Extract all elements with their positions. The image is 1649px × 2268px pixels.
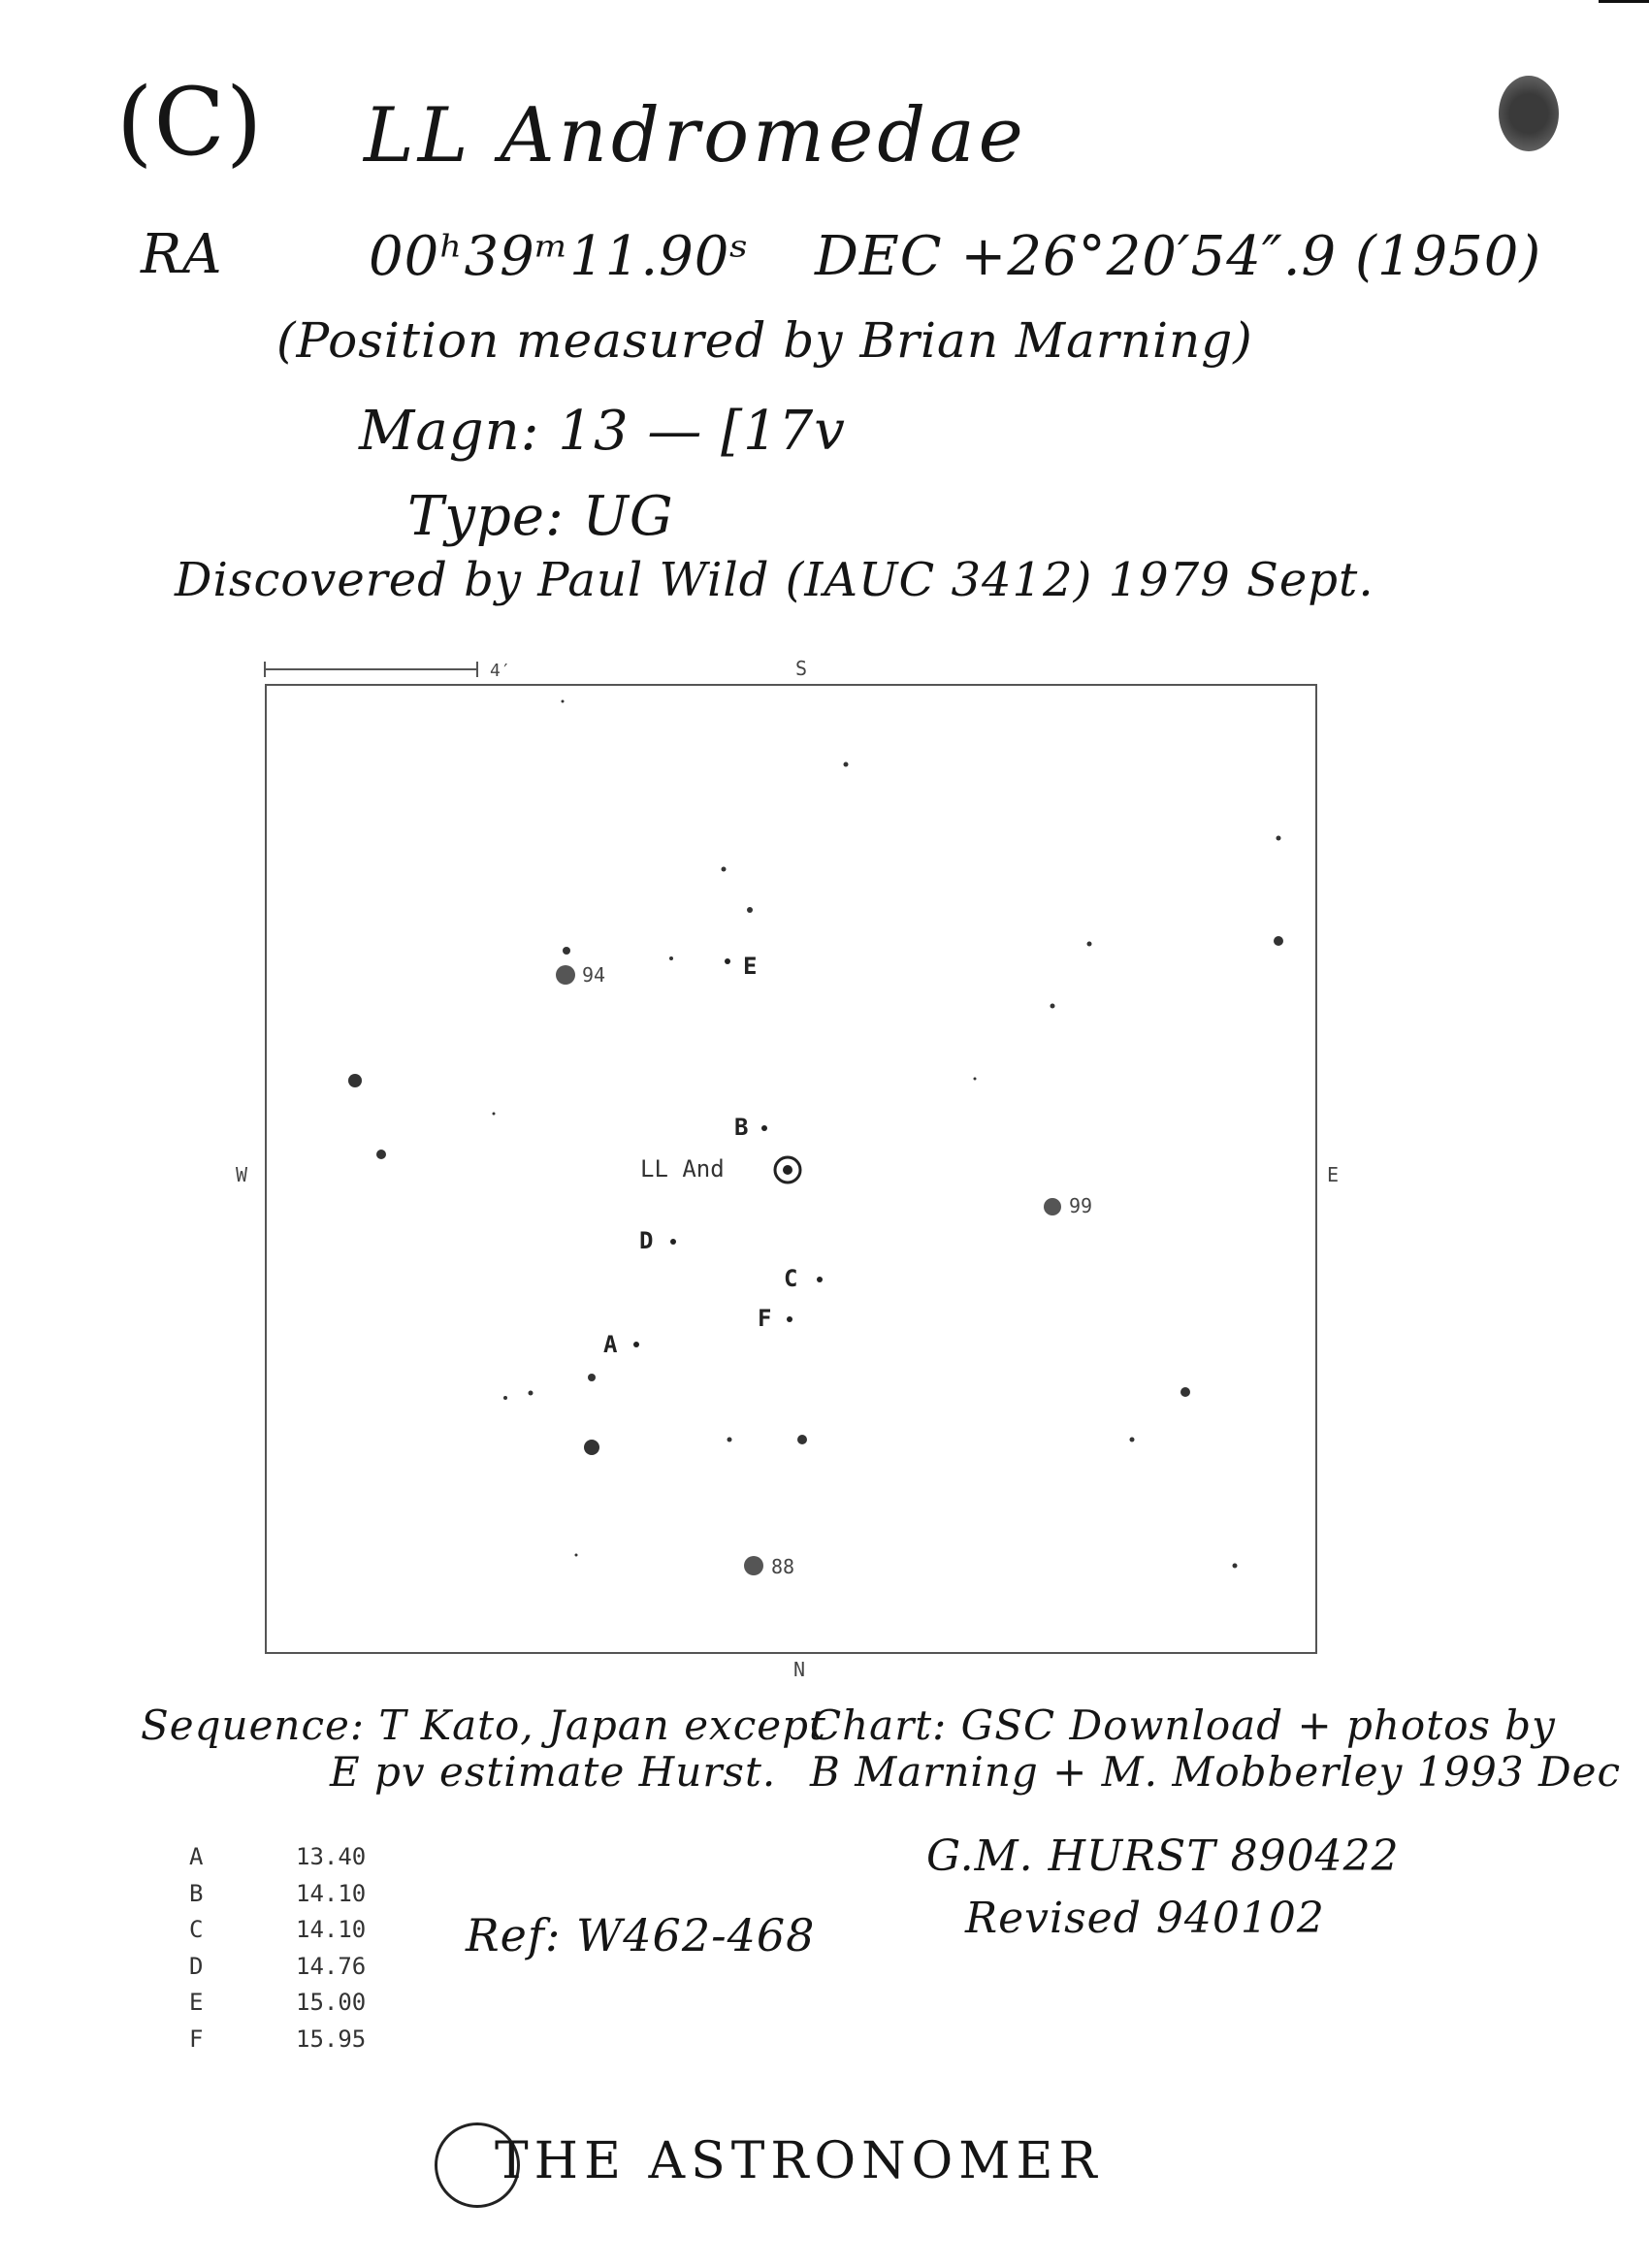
reference: Ref: W462-468 [466, 1909, 816, 1961]
chart-source-note [810, 1702, 1621, 1796]
chart-line-2: B Marning + M. Mobberley 1993 Dec [810, 1748, 1622, 1796]
variable-type: Type: UG [407, 485, 674, 548]
comp-id: C [189, 1916, 204, 1943]
target-label: LL And [640, 1155, 725, 1183]
revised-date: Revised 940102 [965, 1894, 1325, 1943]
table-row [189, 1880, 366, 1917]
comp-id: D [189, 1952, 204, 1980]
direction-west: W [236, 1163, 248, 1186]
table-row [189, 1916, 366, 1953]
ra-value: 00ʰ39ᵐ11.90ˢ [369, 225, 750, 288]
comp-star-d: D [639, 1227, 654, 1254]
comp-mag: 13.40 [296, 1843, 367, 1870]
comp-star-f-dot [787, 1316, 792, 1322]
table-row [189, 2025, 366, 2062]
field-star-99 [1044, 1198, 1061, 1215]
direction-south: S [795, 657, 808, 680]
target-marker [775, 1157, 800, 1183]
field-stars [348, 700, 1283, 1569]
field-star-94 [556, 965, 575, 985]
ra-label: RA [141, 223, 223, 286]
copyright-text: THE ASTRONOMER [495, 2132, 1103, 2190]
comp-mag: 14.10 [296, 1916, 367, 1943]
table-row [189, 1989, 366, 2025]
table-row [189, 1953, 366, 1990]
comp-mag: 15.95 [296, 2025, 367, 2053]
sequence-line-1: Sequence: T Kato, Japan except [141, 1701, 826, 1749]
scale-bar [265, 661, 511, 681]
sequence-note [141, 1702, 826, 1796]
comp-star-d-dot [670, 1239, 676, 1245]
comp-star-e-dot [725, 958, 730, 964]
author-date: G.M. HURST 890422 [926, 1831, 1400, 1881]
comp-star-f: F [758, 1305, 772, 1332]
comp-mag: 14.76 [296, 1952, 367, 1980]
discovery-note: Discovered by Paul Wild (IAUC 3412) 1979 Sept. [175, 553, 1374, 607]
comp-id: F [189, 2025, 204, 2053]
comp-star-c: C [784, 1265, 798, 1292]
field-star-94-label: 94 [582, 963, 606, 987]
comparison-table [189, 1843, 366, 2061]
comp-star-a-dot [633, 1342, 639, 1347]
magnitude-range: Magn: 13 — [17v [359, 400, 846, 463]
comp-id: E [189, 1989, 204, 2016]
comp-id: A [189, 1843, 204, 1870]
comp-star-b: B [734, 1114, 749, 1141]
sequence-line-2: E pv estimate Hurst. [330, 1748, 777, 1796]
page-title: LL Andromedae [364, 92, 1027, 179]
field-star-88-label: 88 [771, 1555, 795, 1578]
position-note: (Position measured by Brian Marning) [276, 312, 1253, 369]
direction-north: N [793, 1658, 806, 1681]
dec-value: DEC +26°20′54″.9 (1950) [815, 225, 1542, 288]
comp-mag: 14.10 [296, 1879, 367, 1907]
direction-east: E [1327, 1163, 1340, 1186]
chart-line-1: Chart: GSC Download + photos by [810, 1701, 1556, 1749]
sheet-label: (C) [116, 68, 264, 177]
comp-id: B [189, 1879, 204, 1907]
comp-star-b-dot [761, 1125, 767, 1131]
scale-label: 4′ [490, 661, 511, 681]
comp-star-c-dot [817, 1277, 823, 1282]
comp-mag: 15.00 [296, 1989, 367, 2016]
field-star-88 [744, 1556, 763, 1575]
table-row [189, 1843, 366, 1880]
field-star-99-label: 99 [1069, 1194, 1093, 1217]
comp-star-a: A [603, 1331, 618, 1358]
comp-star-e: E [743, 953, 758, 980]
